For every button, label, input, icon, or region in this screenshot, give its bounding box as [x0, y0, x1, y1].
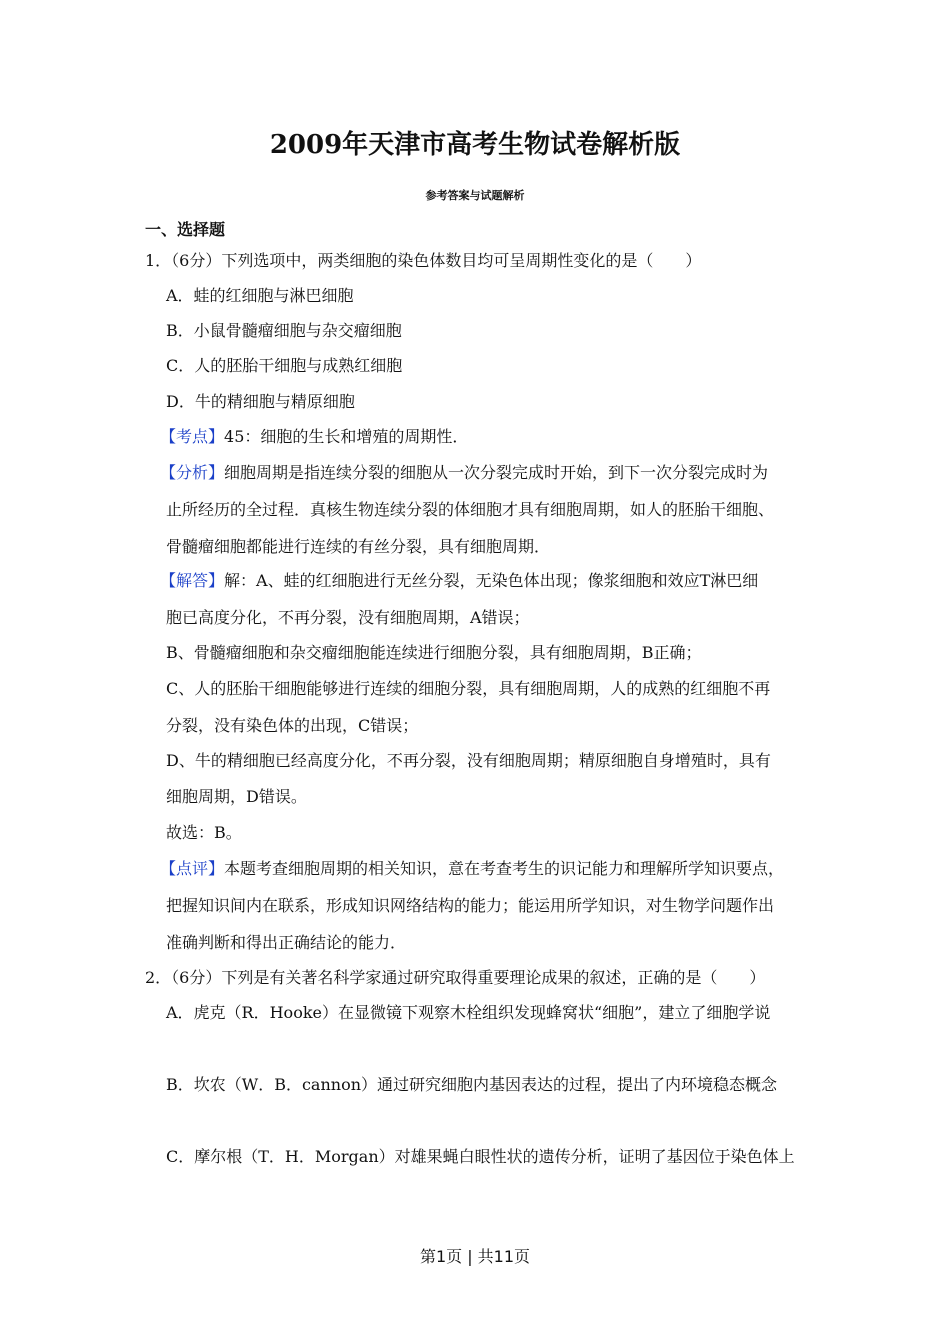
- document-subtitle: 参考答案与试题解析: [425, 189, 525, 202]
- question-2-stem: 2．（6分）下列是有关著名科学家通过研究取得重要理论成果的叙述，正确的是（ ）: [145, 968, 766, 987]
- q1-fenxi: [160, 463, 768, 483]
- q1-option-d: D．牛的精细胞与精原细胞: [166, 392, 355, 411]
- q1-option-a: A．蛙的红细胞与淋巴细胞: [166, 286, 354, 305]
- jieda-line: 细胞周期，D错误。: [166, 787, 307, 806]
- q1-kaodian: [160, 427, 468, 447]
- q2-option-c: C．摩尔根（T．H．Morgan）对雄果蝇白眼性状的遗传分析，证明了基因位于染色体上: [166, 1147, 795, 1166]
- q1-option-c: C．人的胚胎干细胞与成熟红细胞: [166, 356, 403, 375]
- jieda-answer: 故选：B。: [166, 823, 242, 842]
- fenxi-line: 细胞周期是指连续分裂的细胞从一次分裂完成时开始，到下一次分裂完成时为: [224, 463, 769, 482]
- fenxi-line: 止所经历的全过程．真核生物连续分裂的体细胞才具有细胞周期，如人的胚胎干细胞、: [166, 500, 775, 519]
- document-title: 2009年天津市高考生物试卷解析版: [269, 130, 681, 160]
- jieda-tag: 【解答】: [160, 571, 225, 590]
- jieda-line: B、骨髓瘤细胞和杂交瘤细胞能连续进行细胞分裂，具有细胞周期，B正确；: [166, 643, 702, 662]
- fenxi-tag: 【分析】: [160, 463, 225, 482]
- q1-option-b: B．小鼠骨髓瘤细胞与杂交瘤细胞: [166, 321, 402, 340]
- kaodian-text: 45：细胞的生长和增殖的周期性．: [224, 427, 469, 446]
- jieda-line: 胞已高度分化，不再分裂，没有细胞周期，A错误；: [166, 608, 530, 627]
- jieda-line: D、牛的精细胞已经高度分化，不再分裂，没有细胞周期；精原细胞自身增殖时，具有: [166, 751, 771, 770]
- q1-jieda: [160, 571, 758, 591]
- q2-option-a: A．虎克（R．Hooke）在显微镜下观察木栓组织发现蜂窝状“细胞”，建立了细胞学说: [166, 1003, 771, 1022]
- jieda-line: C、人的胚胎干细胞能够进行连续的细胞分裂，具有细胞周期，人的成熟的红细胞不再: [166, 679, 771, 698]
- jieda-line: 解：A、蛙的红细胞进行无丝分裂，无染色体出现；像浆细胞和效应T淋巴细: [224, 571, 759, 590]
- fenxi-line: 骨髓瘤细胞都能进行连续的有丝分裂，具有细胞周期．: [166, 537, 551, 556]
- jieda-line: 分裂，没有染色体的出现，C错误；: [166, 716, 419, 735]
- q1-dianping: [160, 859, 784, 879]
- dianping-line: 准确判断和得出正确结论的能力．: [166, 933, 407, 952]
- section-heading: 一、选择题: [145, 220, 226, 239]
- dianping-line: 把握知识间内在联系，形成知识网络结构的能力；能运用所学知识，对生物学问题作出: [166, 896, 775, 915]
- dianping-tag: 【点评】: [160, 859, 225, 878]
- dianping-line: 本题考查细胞周期的相关知识，意在考查考生的识记能力和理解所学知识要点，: [224, 859, 785, 878]
- q2-option-b: B．坎农（W．B．cannon）通过研究细胞内基因表达的过程，提出了内环境稳态概念: [166, 1075, 778, 1094]
- kaodian-tag: 【考点】: [160, 427, 225, 446]
- question-1-stem: 1．（6分）下列选项中，两类细胞的染色体数目均可呈周期性变化的是（ ）: [145, 251, 702, 270]
- page-footer: 第1页 | 共11页: [419, 1247, 531, 1266]
